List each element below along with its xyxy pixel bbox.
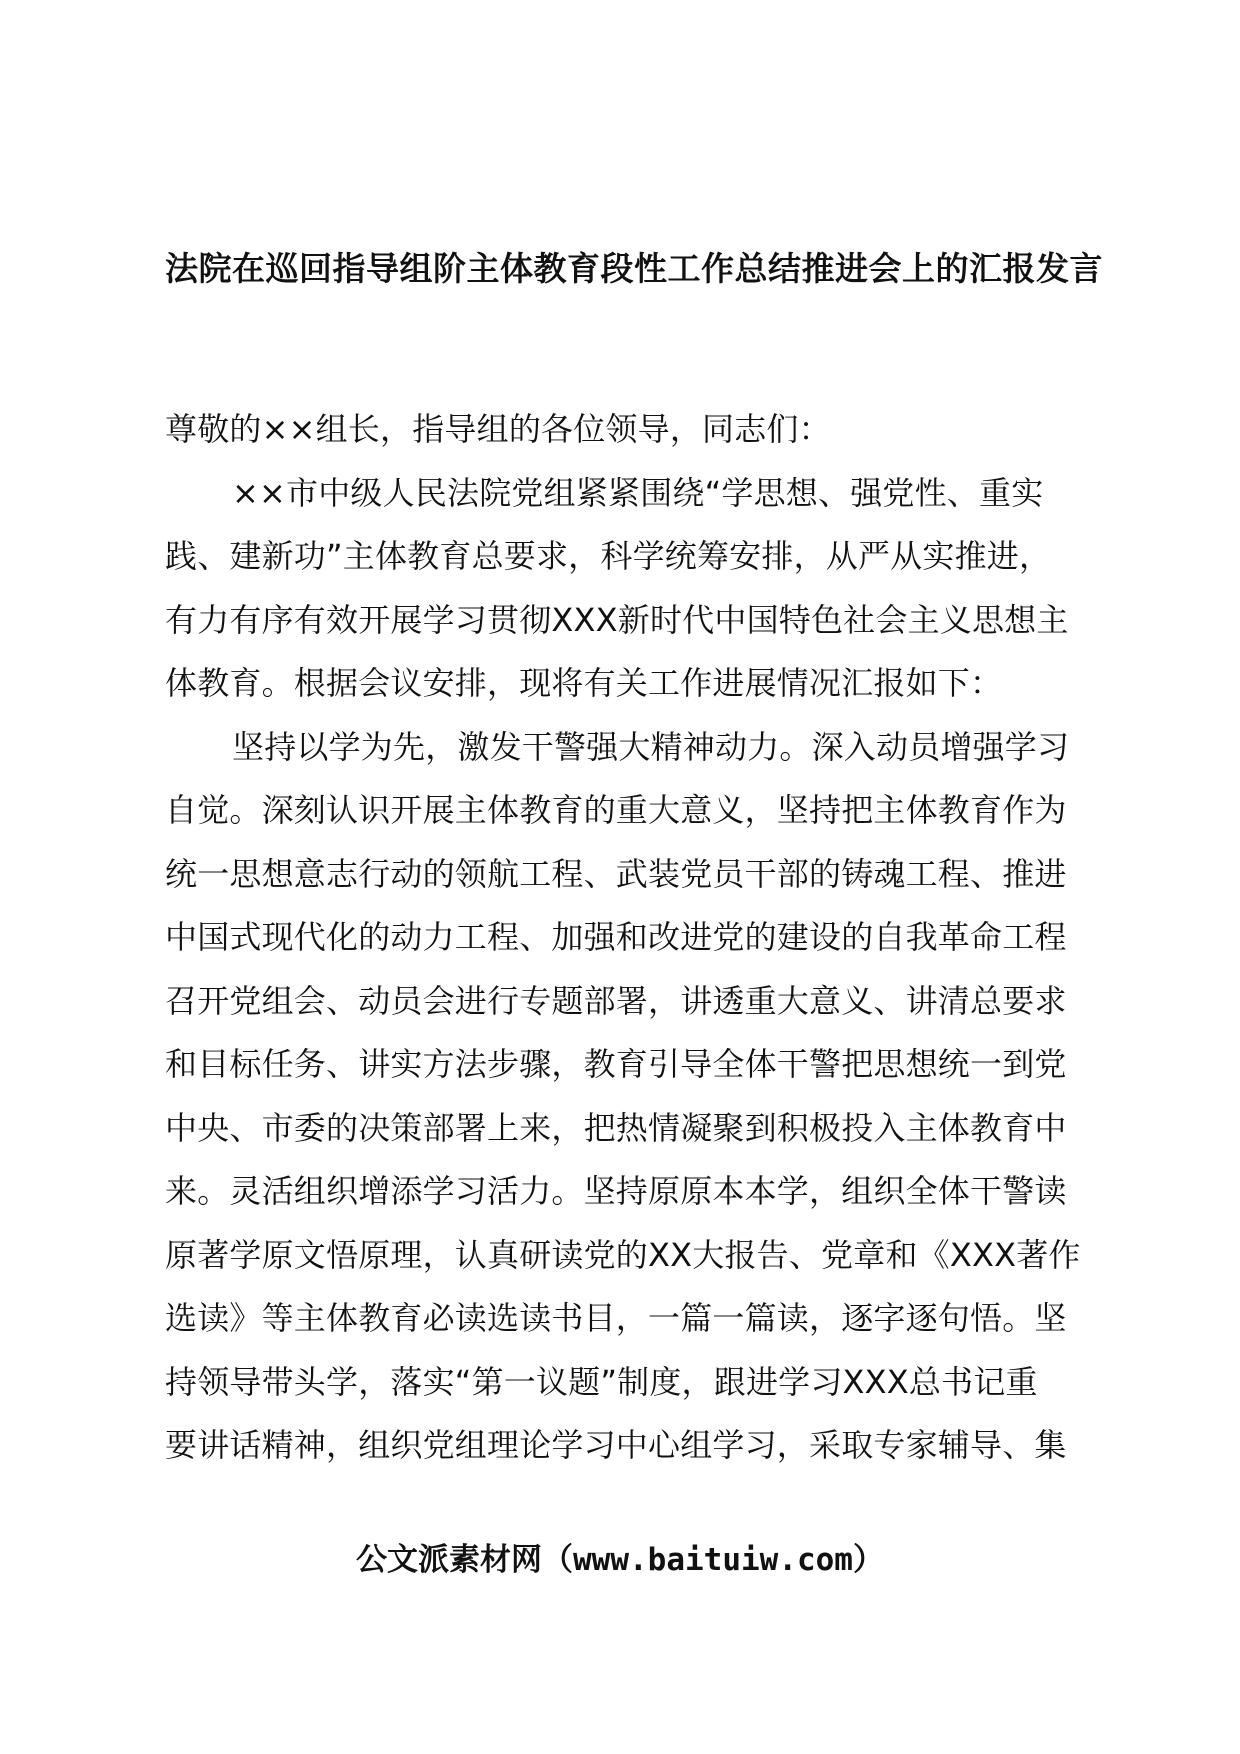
body-text-line: 尊敬的××组长，指导组的各位领导，同志们： <box>165 410 831 448</box>
body-text-line: ××市中级人民法院党组紧紧围绕“学思想、强党性、重实 <box>232 473 1044 512</box>
body-text-line: 持领导带头学，落实“第一议题”制度，跟进学习XXX总书记重 <box>165 1362 1038 1401</box>
body-text-line: 召开党组会、动员会进行专题部署，讲透重大意义、讲清总要求 <box>165 981 1067 1020</box>
body-text-line: 原著学原文悟原理，认真研读党的XX大报告、党章和《XXX著作 <box>165 1235 1081 1274</box>
footer-site-name: 公文派素材网 <box>356 1542 543 1578</box>
body-text-line: 中国式现代化的动力工程、加强和改进党的建设的自我革命工程 <box>165 918 1067 956</box>
body-text-line: 来。灵活组织增添学习活力。坚持原原本本学，组织全体干警读 <box>165 1172 1067 1210</box>
body-text-line: 和目标任务、讲实方法步骤，教育引导全体干警把思想统一到党 <box>165 1045 1067 1083</box>
body-text-line: 中央、市委的决策部署上来，把热情凝聚到积极投入主体教育中 <box>165 1108 1067 1147</box>
document-body <box>165 398 1095 1478</box>
body-text-line: 体教育。根据会议安排，现将有关工作进展情况汇报如下： <box>165 664 1003 702</box>
body-text-line: 践、建新功”主体教育总要求，科学统筹安排，从严从实推进， <box>165 537 1052 575</box>
body-text-line: 自觉。深刻认识开展主体教育的重大意义，坚持把主体教育作为 <box>165 791 1067 829</box>
body-text-line: 有力有序有效开展学习贯彻XXX新时代中国特色社会主义思想主 <box>165 600 1069 639</box>
body-text-line: 统一思想意志行动的领航工程、武装党员干部的铸魂工程、推进 <box>165 854 1067 893</box>
body-text-line: 选读》等主体教育必读选读书目，一篇一篇读，逐字逐句悟。坚 <box>165 1299 1067 1337</box>
body-text-line: 要讲话精神，组织党组理论学习中心组学习，采取专家辅导、集 <box>165 1426 1067 1464</box>
footer-url: （www.baituiw.com） <box>542 1542 884 1578</box>
page-footer <box>0 1536 1240 1584</box>
document-title: 法院在巡回指导组阶主体教育段性工作总结推进会上的汇报发言 <box>165 249 1103 288</box>
body-text-line: 坚持以学为先，激发干警强大精神动力。深入动员增强学习 <box>232 727 1070 766</box>
